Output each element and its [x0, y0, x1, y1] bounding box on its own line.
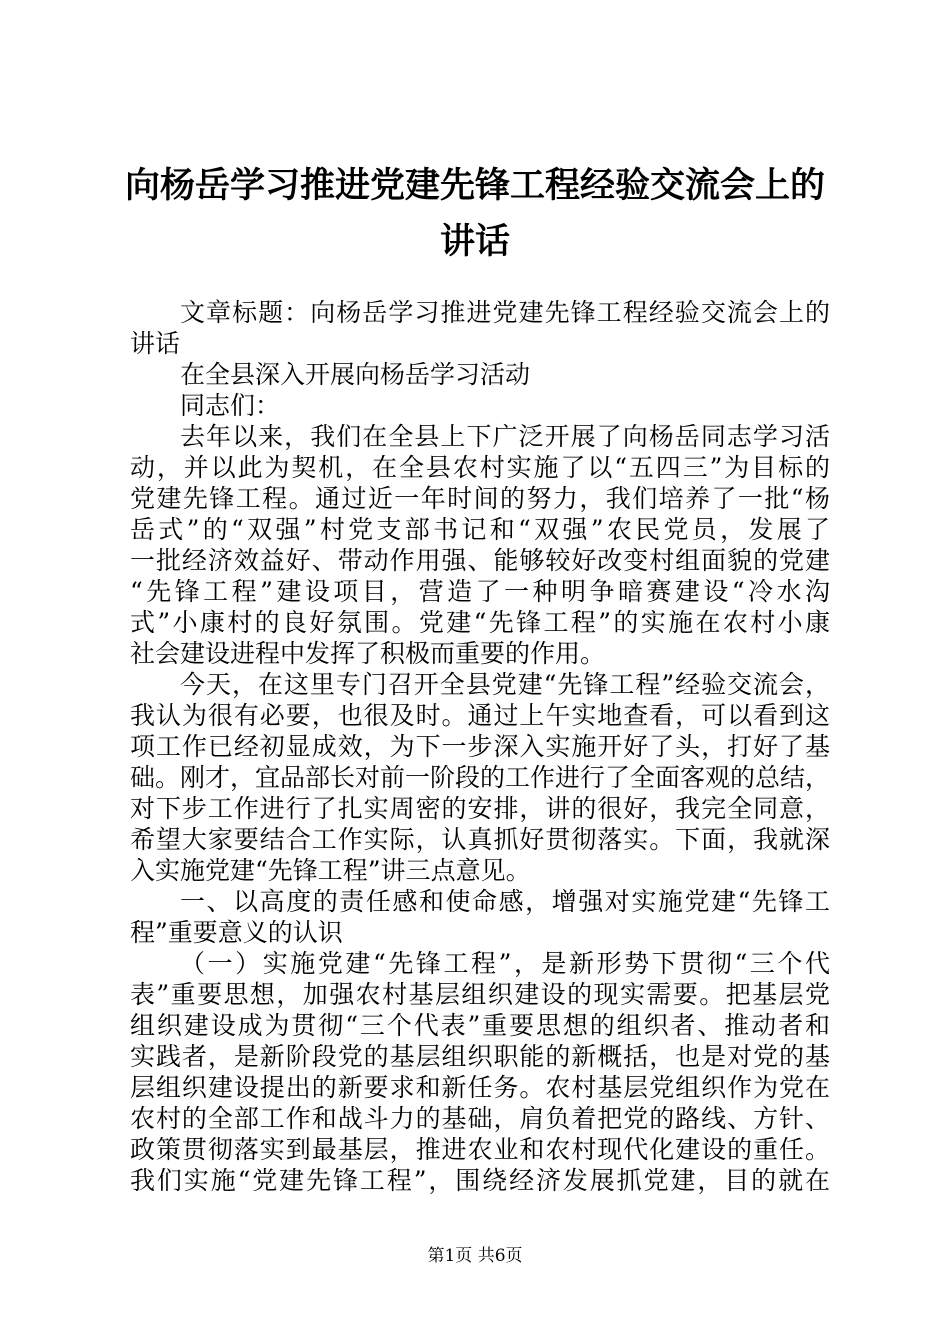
- title-line-2: 讲话: [439, 222, 510, 262]
- page-footer: 第1页 共6页: [427, 1246, 523, 1266]
- title-line-1: 向杨岳学习推进党建先锋工程经验交流会上的: [124, 166, 825, 206]
- body-text-line: 我认为很有必要，也很及时。通过上午实地查看，可以看到这: [130, 701, 830, 730]
- body-text-line: 党建先锋工程。通过近一年时间的努力，我们培养了一批“杨: [130, 484, 830, 513]
- body-text-line: 入实施党建“先锋工程”讲三点意见。: [130, 856, 531, 885]
- body-text-line: 项工作已经初显成效，为下一步深入实施开好了头，打好了基: [130, 732, 830, 761]
- body-text-line: 农村的全部工作和战斗力的基础，肩负着把党的路线、方针、: [130, 1104, 830, 1133]
- document-title: [110, 158, 840, 270]
- body-text-line: 层组织建设提出的新要求和新任务。农村基层党组织作为党在: [130, 1073, 830, 1102]
- body-text-line: 岳式”的“双强”村党支部书记和“双强”农民党员，发展了: [130, 515, 830, 544]
- body-text-line: 表”重要思想，加强农村基层组织建设的现实需要。把基层党: [130, 980, 830, 1009]
- body-text-line: 同志们：: [180, 391, 281, 420]
- body-text-line: “先锋工程”建设项目，营造了一种明争暗赛建设“冷水沟: [130, 577, 830, 606]
- body-text-line: 希望大家要结合工作实际，认真抓好贯彻落实。下面，我就深: [130, 825, 830, 854]
- body-text-line: 今天，在这里专门召开全县党建“先锋工程”经验交流会，: [180, 670, 830, 699]
- body-text-line: 文章标题：向杨岳学习推进党建先锋工程经验交流会上的: [180, 298, 830, 327]
- body-text-line: 对下步工作进行了扎实周密的安排，讲的很好，我完全同意，: [130, 794, 830, 823]
- body-text-line: （一）实施党建“先锋工程”，是新形势下贯彻“三个代: [180, 949, 830, 978]
- body-text-line: 在全县深入开展向杨岳学习活动: [180, 360, 531, 389]
- body-text-line: 一批经济效益好、带动作用强、能够较好改变村组面貌的党建: [130, 546, 830, 575]
- body-text-line: 程”重要意义的认识: [130, 918, 343, 947]
- body-text-line: 组织建设成为贯彻“三个代表”重要思想的组织者、推动者和: [130, 1011, 830, 1040]
- body-text-line: 讲话: [130, 329, 181, 358]
- body-text-line: 去年以来，我们在全县上下广泛开展了向杨岳同志学习活: [180, 422, 830, 451]
- body-text-line: 社会建设进程中发挥了积极而重要的作用。: [130, 639, 606, 668]
- body-text-line: 实践者，是新阶段党的基层组织职能的新概括，也是对党的基: [130, 1042, 830, 1071]
- body-text-line: 一、以高度的责任感和使命感，增强对实施党建“先锋工: [180, 887, 830, 916]
- body-text-line: 我们实施“党建先锋工程”，围绕经济发展抓党建，目的就在: [130, 1166, 830, 1195]
- body-text-line: 式”小康村的良好氛围。党建“先锋工程”的实施在农村小康: [130, 608, 830, 637]
- body-text-line: 动，并以此为契机，在全县农村实施了以“五四三”为目标的: [130, 453, 830, 482]
- body-text-line: 政策贯彻落实到最基层，推进农业和农村现代化建设的重任。: [130, 1135, 830, 1164]
- document-body: [130, 297, 830, 1196]
- body-text-line: 础。刚才，宜品部长对前一阶段的工作进行了全面客观的总结，: [130, 763, 830, 792]
